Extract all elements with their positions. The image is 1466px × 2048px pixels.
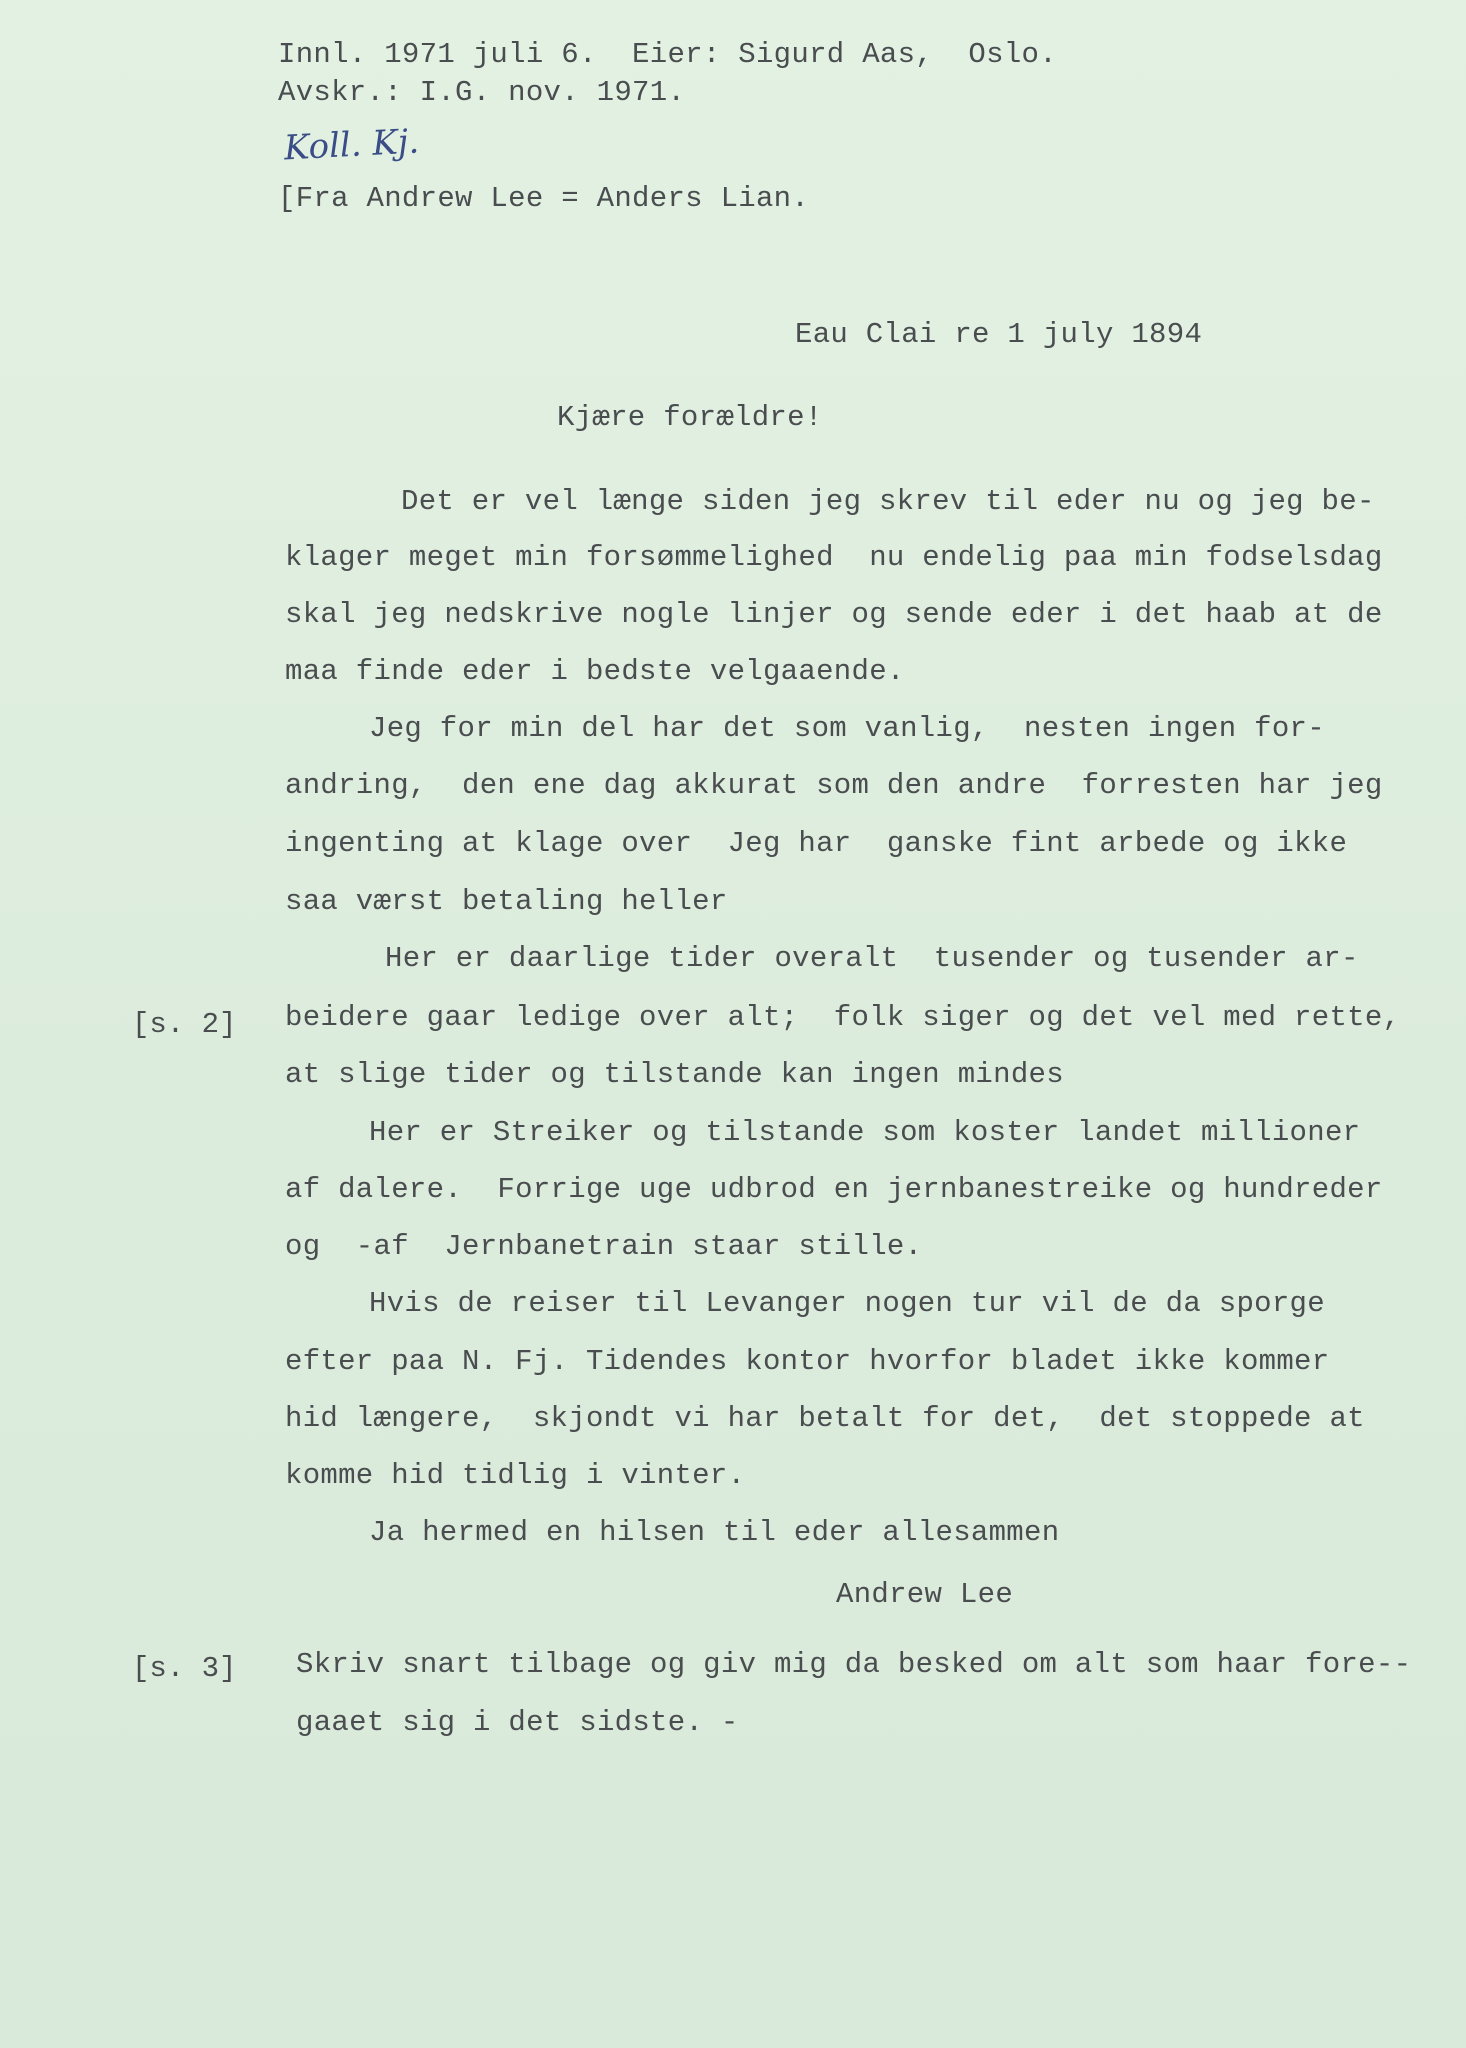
- signature: Andrew Lee: [836, 1578, 1014, 1611]
- letter-line: Ja hermed en hilsen til eder allesammen: [369, 1516, 1060, 1549]
- letter-line: komme hid tidlig i vinter.: [285, 1459, 746, 1492]
- letter-line: og -af Jernbanetrain staar stille.: [285, 1230, 923, 1263]
- letter-line: skal jeg nedskrive nogle linjer og sende eder i det haab at de: [285, 598, 1383, 631]
- postscript-line: gaaet sig i det sidste. -: [296, 1706, 739, 1739]
- letter-line: maa finde eder i bedste velgaaende.: [285, 655, 905, 688]
- letter-dateline: Eau Clai re 1 july 1894: [795, 318, 1203, 351]
- postscript-line: Skriv snart tilbage og giv mig da besked om alt som haar fore--: [296, 1648, 1412, 1681]
- letter-line: at slige tider og tilstande kan ingen mindes: [285, 1058, 1064, 1091]
- letter-line: af dalere. Forrige uge udbrod en jernbanestreike og hundreder: [285, 1173, 1383, 1206]
- header-line-2: Avskr.: I.G. nov. 1971.: [278, 76, 686, 109]
- letter-salutation: Kjære forældre!: [557, 401, 823, 434]
- letter-line: efter paa N. Fj. Tidendes kontor hvorfor bladet ikke kommer: [285, 1345, 1330, 1378]
- letter-line: beidere gaar ledige over alt; folk siger og det vel med rette,: [285, 1001, 1401, 1034]
- letter-line: Hvis de reiser til Levanger nogen tur vil de da sporge: [369, 1287, 1325, 1320]
- letter-line: hid længere, skjondt vi har betalt for det, det stoppede at: [285, 1402, 1365, 1435]
- header-line-1: Innl. 1971 juli 6. Eier: Sigurd Aas, Oslo.: [278, 38, 1057, 71]
- letter-line: Her er daarlige tider overalt tusender og tusender ar-: [385, 942, 1359, 975]
- letter-line: klager meget min forsømmelighed nu endelig paa min fodselsdag: [285, 541, 1383, 574]
- letter-line: Jeg for min del har det som vanlig, nesten ingen for-: [369, 712, 1325, 745]
- source-note: [Fra Andrew Lee = Anders Lian.: [278, 182, 810, 215]
- letter-line: saa værst betaling heller: [285, 885, 728, 918]
- letter-line: ingenting at klage over Jeg har ganske fint arbede og ikke: [285, 827, 1348, 860]
- letter-line: Det er vel længe siden jeg skrev til eder nu og jeg be-: [401, 485, 1375, 518]
- margin-note-page-2: [s. 2]: [132, 1008, 237, 1041]
- letter-line: andring, den ene dag akkurat som den andre forresten har jeg: [285, 769, 1383, 802]
- letter-line: Her er Streiker og tilstande som koster landet millioner: [369, 1116, 1361, 1149]
- handwritten-note: Koll. Kj.: [283, 121, 421, 169]
- margin-note-page-3: [s. 3]: [132, 1652, 237, 1685]
